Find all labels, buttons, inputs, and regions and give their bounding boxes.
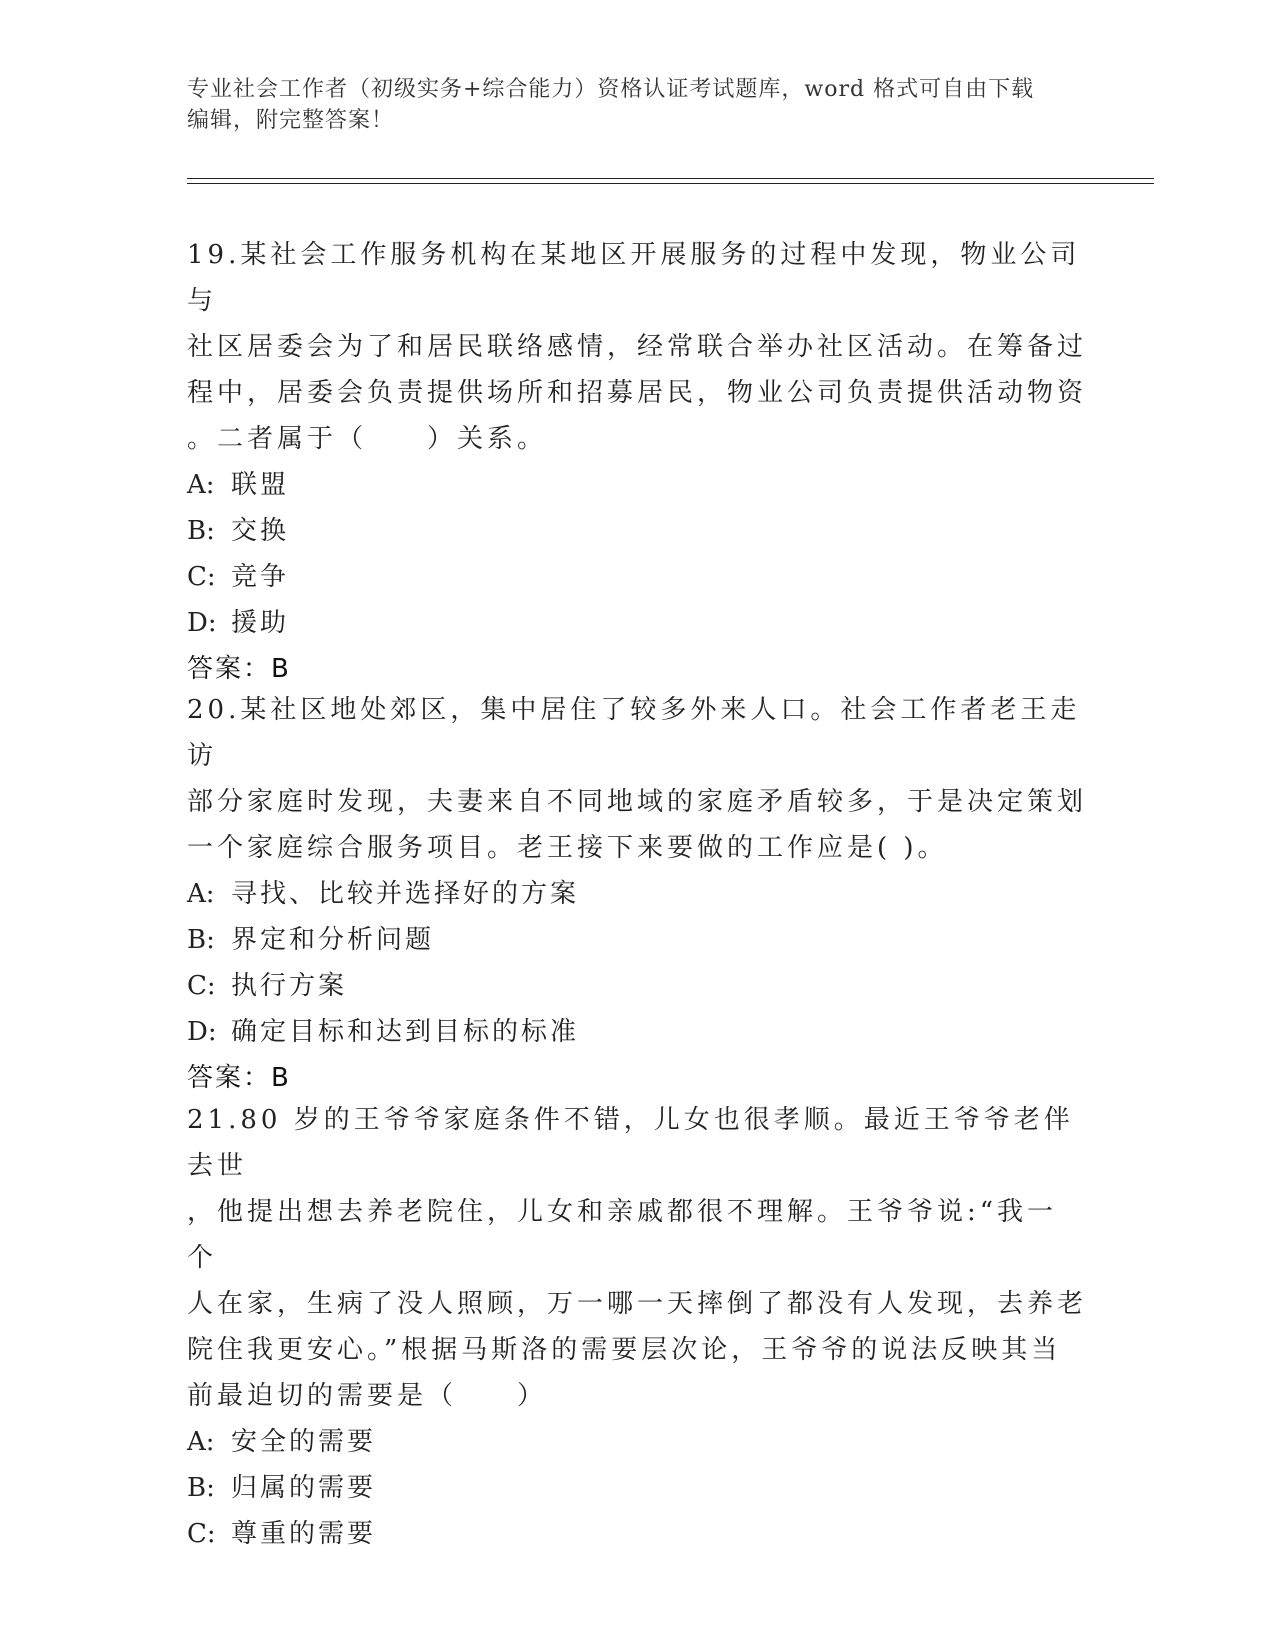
- question-20: [187, 687, 1087, 1101]
- option-a: [187, 1419, 1087, 1465]
- option-b: [187, 1465, 1087, 1511]
- option-text: 界定和分析问题: [231, 925, 435, 955]
- option-b: [187, 508, 1087, 554]
- option-text: 归属的需要: [231, 1473, 377, 1503]
- question-line: 21.80 岁的王爷爷家庭条件不错，儿女也很孝顺。最近王爷爷老伴去世: [187, 1105, 1074, 1181]
- option-text: 交换: [231, 516, 290, 546]
- option-text: 执行方案: [231, 971, 348, 1001]
- option-d: [187, 1009, 1087, 1055]
- option-key: C:: [187, 562, 216, 592]
- option-text: 援助: [231, 608, 290, 638]
- option-key: D:: [187, 608, 217, 638]
- question-line: ，他提出想去养老院住，儿女和亲戚都很不理解。王爷爷说:“我一个: [187, 1197, 1058, 1273]
- option-c: [187, 1511, 1087, 1557]
- header-line-1: 专业社会工作者（初级实务+综合能力）资格认证考试题库，word 格式可自由下载: [187, 77, 1035, 102]
- option-a: [187, 871, 1087, 917]
- option-c: [187, 554, 1087, 600]
- option-key: B:: [187, 516, 215, 546]
- option-text: 寻找、比较并选择好的方案: [231, 879, 580, 909]
- option-key: A:: [187, 1427, 215, 1457]
- option-key: B:: [187, 1473, 215, 1503]
- question-line: 19.某社会工作服务机构在某地区开展服务的过程中发现，物业公司与: [187, 240, 1081, 316]
- option-d: [187, 600, 1087, 646]
- question-line: 一个家庭综合服务项目。老王接下来要做的工作应是( )。: [187, 833, 948, 863]
- option-key: C:: [187, 971, 216, 1001]
- question-line: 社区居委会为了和居民联络感情，经常联合举办社区活动。在筹备过: [187, 332, 1088, 362]
- question-line: 院住我更安心。”根据马斯洛的需要层次论，王爷爷的说法反映其当: [187, 1335, 1062, 1365]
- option-key: A:: [187, 879, 215, 909]
- question-line: 前最迫切的需要是（ ）: [187, 1381, 548, 1411]
- option-b: [187, 917, 1087, 963]
- header-line-2: 编辑，附完整答案！: [187, 108, 395, 133]
- question-line: 20.某社区地处郊区，集中居住了较多外来人口。社会工作者老王走访: [187, 695, 1081, 771]
- header-divider-top: [187, 178, 1154, 179]
- option-key: D:: [187, 1017, 217, 1047]
- question-line: 部分家庭时发现，夫妻来自不同地域的家庭矛盾较多，于是决定策划: [187, 787, 1088, 817]
- option-text: 尊重的需要: [231, 1519, 377, 1549]
- page-header: [187, 74, 1087, 136]
- option-key: A:: [187, 470, 215, 500]
- option-text: 安全的需要: [231, 1427, 377, 1457]
- question-line: 程中，居委会负责提供场所和招募居民，物业公司负责提供活动物资: [187, 378, 1088, 408]
- question-21: [187, 1097, 1087, 1557]
- option-a: [187, 462, 1087, 508]
- option-text: 联盟: [231, 470, 290, 500]
- option-c: [187, 963, 1087, 1009]
- answer: 答案：B: [187, 654, 291, 684]
- option-key: B:: [187, 925, 215, 955]
- header-divider-bottom: [187, 183, 1154, 184]
- option-text: 确定目标和达到目标的标准: [231, 1017, 580, 1047]
- answer: 答案：B: [187, 1063, 291, 1093]
- option-text: 竞争: [231, 562, 290, 592]
- question-19: [187, 232, 1087, 692]
- option-key: C:: [187, 1519, 216, 1549]
- question-line: 。二者属于（ ）关系。: [187, 424, 548, 454]
- question-line: 人在家，生病了没人照顾，万一哪一天摔倒了都没有人发现，去养老: [187, 1289, 1088, 1319]
